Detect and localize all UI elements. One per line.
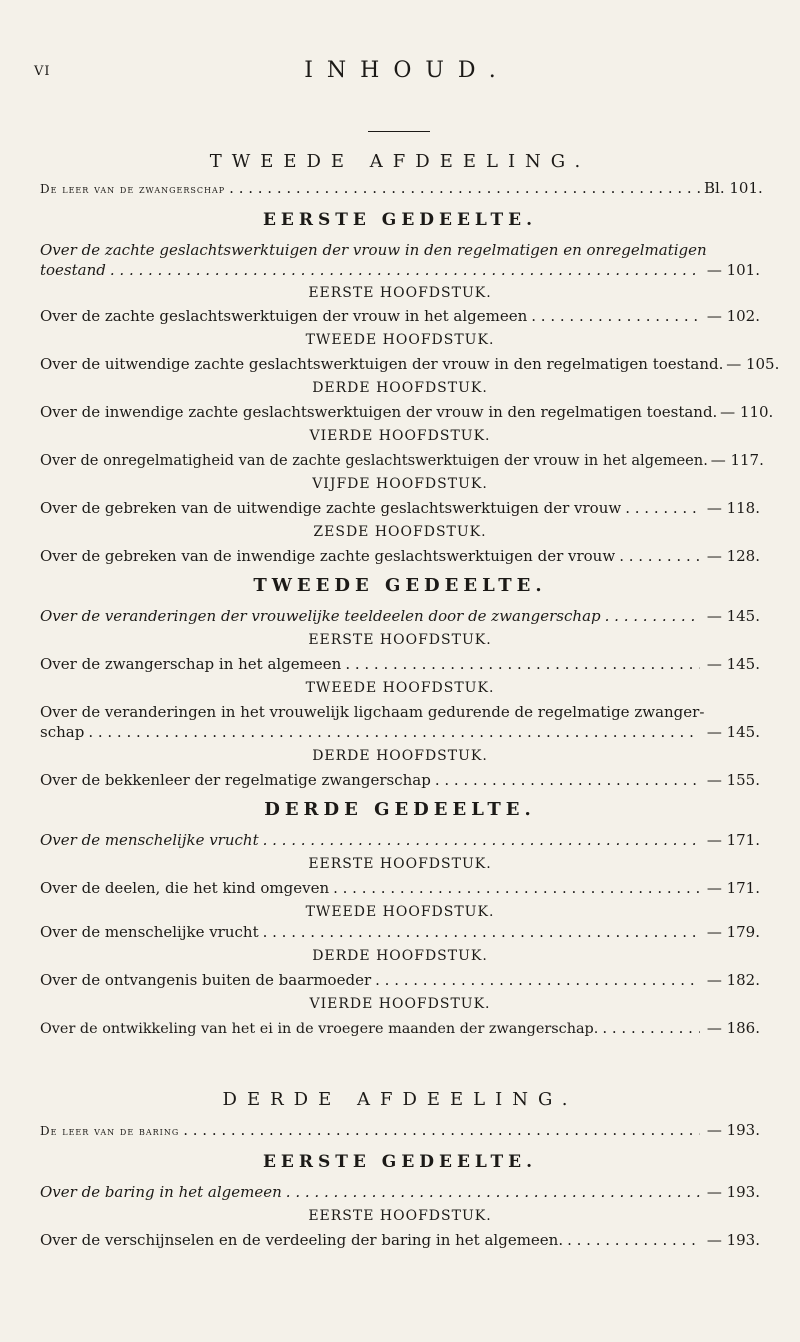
section-title: EERSTE GEDEELTE. (262, 1152, 538, 1172)
chapter-label: DERDE HOOFDSTUK. (312, 948, 488, 964)
chapter-label: EERSTE HOOFDSTUK. (308, 285, 492, 301)
entry-page: — 145. (706, 655, 760, 673)
chapter-entry (40, 354, 780, 374)
entry-text: Over de veranderingen der vrouwelijke teeldeelen door de zwangerschap (40, 607, 601, 625)
chapter-label: ZESDE HOOFDSTUK. (313, 524, 487, 540)
entry-page: — 171. (706, 831, 760, 849)
chapter-entry-line1: Over de veranderingen in het vrouwelijk ligchaam gedurende de regelmatige zwanger- (40, 703, 705, 721)
chapter-entry (40, 922, 760, 942)
leader-dots (345, 654, 700, 674)
chapter-entry (40, 770, 760, 790)
chapter-label: VIERDE HOOFDSTUK. (309, 428, 491, 444)
entry-text: Over de zachte geslachtswerktuigen der vrouw in het algemeen (40, 307, 528, 325)
chapter-entry (40, 402, 774, 422)
leader-dots (333, 878, 700, 898)
leader-dots (625, 498, 700, 518)
header-rule (368, 131, 430, 132)
entry-text: schap (40, 723, 85, 741)
section-heading-entry (40, 260, 760, 280)
entry-text: Over de ontvangenis buiten de baarmoeder (40, 971, 372, 989)
entry-page: — 186. (706, 1019, 760, 1037)
section-title: EERSTE GEDEELTE. (262, 210, 538, 230)
leader-dots (605, 606, 700, 626)
entry-text: Over de onregelmatigheid van de zachte geslachtswerktuigen der vrouw in het algemeen. (40, 452, 708, 469)
leader-dots (229, 178, 700, 198)
section-heading-entry (40, 1182, 760, 1202)
section-heading-entry (40, 830, 760, 850)
entry-page: — 179. (706, 923, 760, 941)
entry-text: Over de verschijnselen en de verdeeling der baring in het algemeen. (40, 1231, 564, 1249)
leader-dots (88, 722, 700, 742)
chapter-label: TWEEDE HOOFDSTUK. (305, 332, 495, 348)
section-heading-line1: Over de zachte geslachtswerktuigen der vrouw in den regelmatigen en onregelmatigen (40, 241, 707, 259)
section-title: TWEEDE GEDEELTE. (253, 575, 547, 596)
part-title: DERDE AFDEELING. (222, 1089, 578, 1110)
chapter-entry (40, 1230, 760, 1250)
part-subject-entry (40, 1120, 760, 1141)
entry-page: — 182. (706, 971, 760, 989)
chapter-label: EERSTE HOOFDSTUK. (308, 1208, 492, 1224)
chapter-entry (40, 498, 760, 518)
chapter-label: TWEEDE HOOFDSTUK. (305, 680, 495, 696)
entry-text: Over de baring in het algemeen (40, 1183, 282, 1201)
running-title: INHOUD. (304, 58, 510, 83)
entry-page: — 101. (706, 261, 760, 279)
leader-dots (619, 546, 700, 566)
entry-text: De leer van de zwangerschap (40, 182, 226, 196)
chapter-entry (40, 546, 760, 566)
chapter-entry (40, 654, 760, 674)
chapter-label: EERSTE HOOFDSTUK. (308, 856, 492, 872)
entry-text: Over de ontwikkeling van het ei in de vroegere maanden der zwangerschap. (40, 1021, 599, 1037)
entry-page: — 155. (706, 771, 760, 789)
chapter-entry (40, 970, 760, 990)
entry-text: Over de zwangerschap in het algemeen (40, 655, 342, 673)
entry-page: — 102. (706, 307, 760, 325)
entry-text: toestand (40, 261, 106, 279)
entry-page: — 145. (706, 723, 760, 741)
entry-text: Over de gebreken van de uitwendige zachte geslachtswerktuigen der vrouw (40, 499, 622, 517)
entry-page: — 193. (706, 1183, 760, 1201)
entry-page: — 110. (720, 403, 774, 421)
leader-dots (183, 1120, 700, 1140)
entry-text: Over de menschelijke vrucht (40, 923, 259, 941)
part-title: TWEEDE AFDEELING. (209, 151, 591, 172)
page-header (0, 52, 800, 92)
leader-dots (263, 830, 700, 850)
entry-page: — 193. (706, 1121, 760, 1139)
entry-text: De leer van de baring (40, 1124, 180, 1138)
entry-page: Bl. 101. (704, 179, 763, 197)
chapter-entry (40, 722, 760, 742)
entry-page: — 128. (706, 547, 760, 565)
leader-dots (263, 922, 700, 942)
entry-page: — 118. (706, 499, 760, 517)
entry-text: Over de uitwendige zachte geslachtswerktuigen der vrouw in den regelmatigen toestand. (40, 355, 724, 373)
chapter-label: EERSTE HOOFDSTUK. (308, 632, 492, 648)
entry-page: — 193. (706, 1231, 760, 1249)
entry-text: Over de gebreken van de inwendige zachte geslachtswerktuigen der vrouw (40, 547, 616, 565)
leader-dots (531, 306, 700, 326)
section-title: DERDE GEDEELTE. (264, 799, 536, 820)
entry-page: — 105. (726, 355, 780, 373)
leader-dots (110, 260, 700, 280)
entry-page: — 145. (706, 607, 760, 625)
entry-page: — 171. (706, 879, 760, 897)
chapter-label: TWEEDE HOOFDSTUK. (305, 904, 495, 920)
section-heading-entry (40, 606, 760, 626)
leader-dots (567, 1230, 700, 1250)
page-number: VI (34, 64, 51, 79)
chapter-label: DERDE HOOFDSTUK. (312, 380, 488, 396)
entry-text: Over de bekkenleer der regelmatige zwangerschap (40, 771, 431, 789)
entry-text: Over de menschelijke vrucht (40, 831, 259, 849)
chapter-entry (40, 1018, 760, 1039)
part-subject-entry (40, 178, 763, 199)
leader-dots (602, 1018, 700, 1038)
leader-dots (435, 770, 700, 790)
chapter-label: DERDE HOOFDSTUK. (312, 748, 488, 764)
entry-page: — 117. (710, 451, 764, 469)
entry-text: Over de inwendige zachte geslachtswerktuigen der vrouw in den regelmatigen toestand. (40, 403, 718, 421)
chapter-entry (40, 306, 760, 326)
leader-dots (375, 970, 700, 990)
leader-dots (286, 1182, 700, 1202)
chapter-label: VIJFDE HOOFDSTUK. (312, 476, 488, 492)
entry-text: Over de deelen, die het kind omgeven (40, 879, 330, 897)
chapter-entry (40, 450, 764, 471)
chapter-entry (40, 878, 760, 898)
chapter-label: VIERDE HOOFDSTUK. (309, 996, 491, 1012)
